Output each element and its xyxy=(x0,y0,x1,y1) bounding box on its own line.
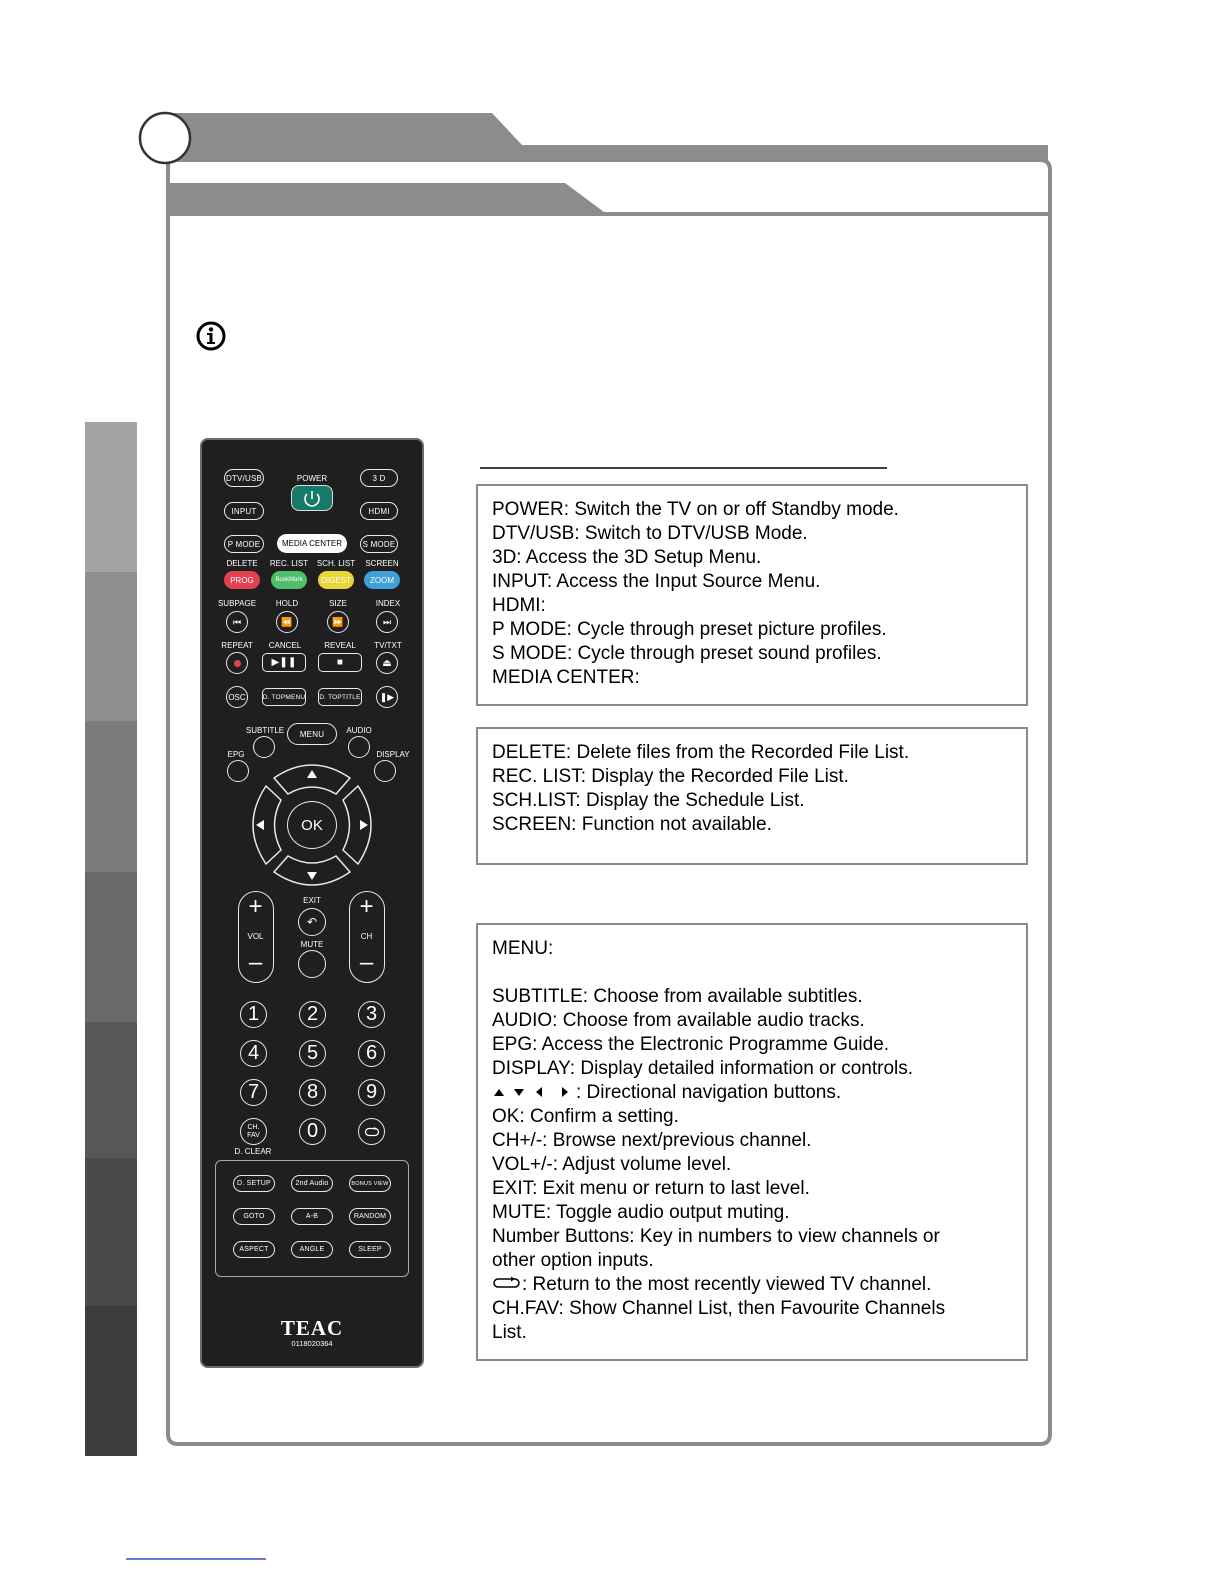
arrows-text: : Directional navigation buttons. xyxy=(576,1082,842,1103)
digest-button: DIGEST xyxy=(318,571,354,589)
ch-label: CH xyxy=(360,932,373,941)
power-button xyxy=(291,485,333,511)
box3-line: EXIT: Exit menu or return to last level. xyxy=(492,1178,810,1199)
mute-label: MUTE xyxy=(300,940,324,949)
box3-line: CH.FAV: Show Channel List, then Favourite Channels xyxy=(492,1298,946,1319)
navigation-section-box xyxy=(476,923,1028,1361)
delete-label: DELETE xyxy=(226,559,258,568)
box2-line: SCREEN: Function not available. xyxy=(492,814,772,835)
up-arrow-icon xyxy=(307,770,317,778)
number-3-button: 3 xyxy=(358,1001,385,1028)
power-section-box xyxy=(476,484,1028,706)
power-icon xyxy=(291,485,333,511)
box3-line: VOL+/-: Adjust volume level. xyxy=(492,1154,732,1175)
down-arrow-icon xyxy=(307,872,317,880)
a-b-button: A-B xyxy=(291,1208,333,1225)
p-mode-button: P MODE xyxy=(224,535,264,553)
zoom-button: ZOOM xyxy=(364,571,400,589)
menu-button: MENU xyxy=(287,723,337,745)
box1-line: P MODE: Cycle through preset picture profiles. xyxy=(492,619,887,640)
teac-logo: TEAC xyxy=(280,1316,344,1340)
repeat-label: REPEAT xyxy=(221,641,253,650)
step-button: ❚▶ xyxy=(376,686,398,708)
box1-line: HDMI: xyxy=(492,595,546,616)
box3-arrows-line xyxy=(492,1081,1012,1105)
audio-button xyxy=(348,736,370,758)
box1-line: MEDIA CENTER: xyxy=(492,667,640,688)
skip-forward-button: ⏭ xyxy=(376,611,398,633)
box1-line: POWER: Switch the TV on or off Standby mode. xyxy=(492,499,899,520)
box3-line: DISPLAY: Display detailed information or controls. xyxy=(492,1058,914,1079)
eject-button: ⏏ xyxy=(376,652,398,674)
fast-forward-button: ⏩ xyxy=(327,611,349,633)
d-setup-button: D. SETUP xyxy=(233,1175,275,1192)
play-pause-button: ▶❚❚ xyxy=(262,653,306,672)
model-number: 0118020364 xyxy=(291,1339,333,1348)
box3-line: Number Buttons: Key in numbers to view channels or xyxy=(492,1226,940,1247)
left-arrow-icon xyxy=(256,820,264,830)
exit-button: ↶ xyxy=(298,908,326,936)
epg-label: EPG xyxy=(227,750,245,759)
volume-down-icon: – xyxy=(248,949,263,976)
box1-line: S MODE: Cycle through preset sound profiles. xyxy=(492,643,882,664)
return-text: : Return to the most recently viewed TV channel. xyxy=(522,1274,932,1295)
bookmark-button: BookMark xyxy=(271,571,307,589)
volume-rocker xyxy=(238,891,274,983)
box2-line: DELETE: Delete files from the Recorded File List. xyxy=(492,742,910,763)
dtv-usb-button: DTV/USB xyxy=(224,469,264,487)
prog-button: PROG xyxy=(224,571,260,589)
hold-label: HOLD xyxy=(275,599,299,608)
box1-line: 3D: Access the 3D Setup Menu. xyxy=(492,547,762,568)
box3-line: SUBTITLE: Choose from available subtitles. xyxy=(492,986,863,1007)
box3-line: OK: Confirm a setting. xyxy=(492,1106,679,1127)
rec-list-label: REC. LIST xyxy=(269,559,309,568)
index-label: INDEX xyxy=(375,599,401,608)
ok-button: OK xyxy=(287,801,337,849)
tv-txt-label: TV/TXT xyxy=(374,641,402,650)
number-1-button: 1 xyxy=(240,1001,267,1028)
subtitle-button xyxy=(253,736,275,758)
exit-label: EXIT xyxy=(303,896,321,905)
number-5-button: 5 xyxy=(299,1040,326,1067)
number-0-button: 0 xyxy=(299,1118,326,1145)
d-clear-label: D. CLEAR xyxy=(234,1147,272,1156)
rewind-button: ⏪ xyxy=(276,611,298,633)
right-arrow-icon xyxy=(360,820,368,830)
volume-up-icon: + xyxy=(248,893,263,920)
sch-list-label: SCH. LIST xyxy=(316,559,356,568)
sleep-button: SLEEP xyxy=(349,1241,391,1258)
subpage-label: SUBPAGE xyxy=(217,599,257,608)
box3-menu-line: MENU: xyxy=(492,938,554,959)
subtitle-label: SUBTITLE xyxy=(245,726,285,735)
number-7-button: 7 xyxy=(240,1079,267,1106)
info-icon xyxy=(195,320,227,352)
hdmi-button: HDMI xyxy=(360,502,398,520)
vol-label: VOL xyxy=(247,932,264,941)
record-button xyxy=(226,652,248,674)
bonus-view-button: BONUS VIEW xyxy=(349,1175,391,1192)
box3-line: List. xyxy=(492,1322,527,1343)
box3-line: EPG: Access the Electronic Programme Guide. xyxy=(492,1034,890,1055)
channel-up-icon: + xyxy=(359,893,374,920)
channel-rocker xyxy=(349,891,385,983)
reveal-label: REVEAL xyxy=(324,641,356,650)
display-label: DISPLAY xyxy=(376,750,410,759)
power-label: POWER xyxy=(296,474,328,483)
3d-button: 3 D xyxy=(360,469,398,487)
angle-button: ANGLE xyxy=(291,1241,333,1258)
box3-line: MUTE: Toggle audio output muting. xyxy=(492,1202,790,1223)
channel-down-icon: – xyxy=(359,949,374,976)
screen-label: SCREEN xyxy=(365,559,399,568)
number-2-button: 2 xyxy=(299,1001,326,1028)
2nd-audio-button: 2nd Audio xyxy=(291,1175,333,1192)
box1-line: DTV/USB: Switch to DTV/USB Mode. xyxy=(492,523,808,544)
arrow-keys-icon xyxy=(492,1085,576,1099)
number-4-button: 4 xyxy=(240,1040,267,1067)
random-button: RANDOM xyxy=(349,1208,391,1225)
goto-button: GOTO xyxy=(233,1208,275,1225)
return-channel-icon xyxy=(492,1276,522,1290)
osc-button: OSC xyxy=(226,686,248,708)
d-toptitle-button: D. TOPTITLE xyxy=(318,688,362,706)
audio-label: AUDIO xyxy=(346,726,372,735)
input-button: INPUT xyxy=(224,502,264,520)
stop-button: ■ xyxy=(318,653,362,672)
aspect-button: ASPECT xyxy=(233,1241,275,1258)
d-topmenu-button: D. TOPMENU xyxy=(262,688,306,706)
number-8-button: 8 xyxy=(299,1079,326,1106)
ch-fav-button: CH. FAV xyxy=(240,1118,267,1145)
skip-back-button: ⏮ xyxy=(226,611,248,633)
number-9-button: 9 xyxy=(358,1079,385,1106)
recording-section-box xyxy=(476,727,1028,865)
s-mode-button: S MODE xyxy=(360,535,398,553)
box3-line: other option inputs. xyxy=(492,1250,654,1271)
box3-return-line xyxy=(492,1273,1012,1297)
record-icon xyxy=(234,660,241,667)
number-6-button: 6 xyxy=(358,1040,385,1067)
return-channel-icon xyxy=(364,1127,380,1137)
box2-line: SCH.LIST: Display the Schedule List. xyxy=(492,790,805,811)
box3-line: CH+/-: Browse next/previous channel. xyxy=(492,1130,812,1151)
size-label: SIZE xyxy=(329,599,347,608)
remote-control-image xyxy=(200,438,424,1368)
media-center-button: MEDIA CENTER xyxy=(277,534,347,553)
cancel-label: CANCEL xyxy=(268,641,302,650)
mute-button xyxy=(298,950,326,978)
box1-line: INPUT: Access the Input Source Menu. xyxy=(492,571,821,592)
box3-line: AUDIO: Choose from available audio tracks. xyxy=(492,1010,865,1031)
box2-line: REC. LIST: Display the Recorded File List. xyxy=(492,766,849,787)
return-button xyxy=(358,1118,385,1145)
